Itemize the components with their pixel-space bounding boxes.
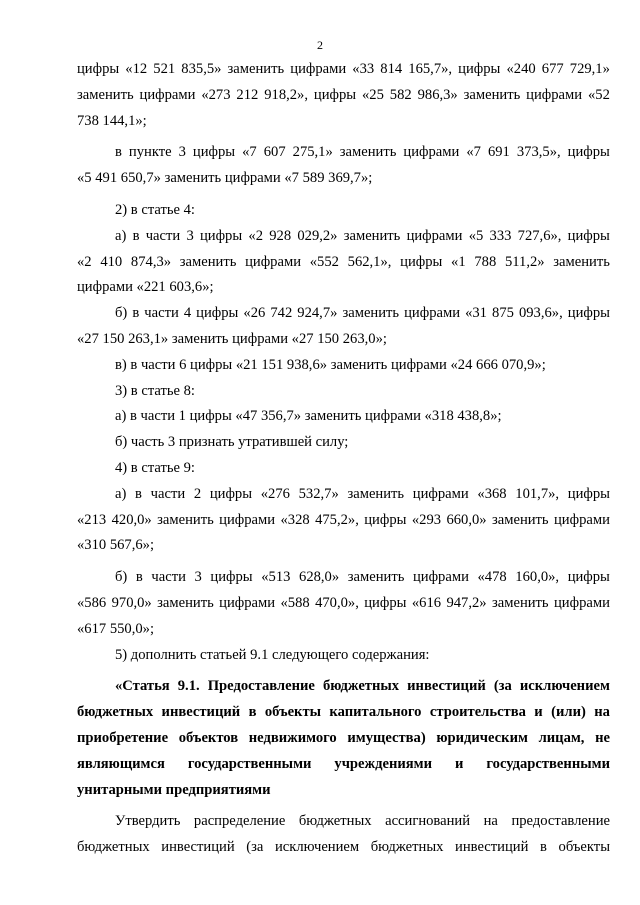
text-line: «310 567,6»; bbox=[77, 537, 155, 554]
page-number: 2 bbox=[317, 38, 323, 52]
text-line: Утвердить распределение бюджетных ассигнований на предоставление bbox=[115, 813, 610, 830]
text-line: «27 150 263,1» заменить цифрами «27 150 263,0»; bbox=[77, 330, 387, 347]
text-line: бюджетных инвестиций (за исключением бюджетных инвестиций в объекты bbox=[77, 839, 610, 856]
article-heading-line: бюджетных инвестиций в объекты капитального строительства и (или) на bbox=[77, 704, 610, 721]
text-line: 4) в статье 9: bbox=[115, 459, 195, 476]
article-heading-line: унитарными предприятиями bbox=[77, 781, 271, 798]
article-heading-line: приобретение объектов недвижимого имущества) юридическим лицам, не bbox=[77, 729, 610, 746]
document-body bbox=[77, 57, 610, 861]
text-line: б) в части 4 цифры «26 742 924,7» заменить цифрами «31 875 093,6», цифры bbox=[115, 305, 610, 322]
text-line: 5) дополнить статьей 9.1 следующего содержания: bbox=[115, 646, 430, 663]
text-line: цифры «12 521 835,5» заменить цифрами «33 814 165,7», цифры «240 677 729,1» bbox=[77, 61, 610, 77]
text-line: 738 144,1»; bbox=[77, 112, 147, 129]
text-line: в) в части 6 цифры «21 151 938,6» заменить цифрами «24 666 070,9»; bbox=[115, 356, 546, 373]
text-line: цифрами «221 603,6»; bbox=[77, 279, 214, 296]
text-line: «586 970,0» заменить цифрами «588 470,0», цифры «616 947,2» заменить цифрами bbox=[77, 594, 610, 611]
text-line: а) в части 3 цифры «2 928 029,2» заменить цифрами «5 333 727,6», цифры bbox=[115, 227, 610, 244]
text-line: 2) в статье 4: bbox=[115, 201, 195, 218]
text-line: «5 491 650,7» заменить цифрами «7 589 369,7»; bbox=[77, 170, 373, 187]
article-heading-line: являющимся государственными учреждениями и государственными bbox=[77, 755, 610, 772]
text-line: заменить цифрами «273 212 918,2», цифры «25 582 986,3» заменить цифрами «52 bbox=[77, 86, 610, 103]
text-line: б) часть 3 признать утратившей силу; bbox=[115, 434, 349, 451]
text-line: в пункте 3 цифры «7 607 275,1» заменить цифрами «7 691 373,5», цифры bbox=[115, 144, 610, 161]
text-line: «213 420,0» заменить цифрами «328 475,2», цифры «293 660,0» заменить цифрами bbox=[77, 511, 610, 528]
text-line: а) в части 2 цифры «276 532,7» заменить цифрами «368 101,7», цифры bbox=[115, 485, 610, 502]
text-line: а) в части 1 цифры «47 356,7» заменить цифрами «318 438,8»; bbox=[115, 408, 502, 425]
text-line: «2 410 874,3» заменить цифрами «552 562,1», цифры «1 788 511,2» заменить bbox=[77, 253, 610, 270]
text-line: б) в части 3 цифры «513 628,0» заменить цифрами «478 160,0», цифры bbox=[115, 569, 610, 586]
article-heading-line: «Статья 9.1. Предоставление бюджетных инвестиций (за исключением bbox=[115, 678, 610, 695]
text-line: 3) в статье 8: bbox=[115, 382, 195, 399]
text-line: «617 550,0»; bbox=[77, 620, 155, 637]
